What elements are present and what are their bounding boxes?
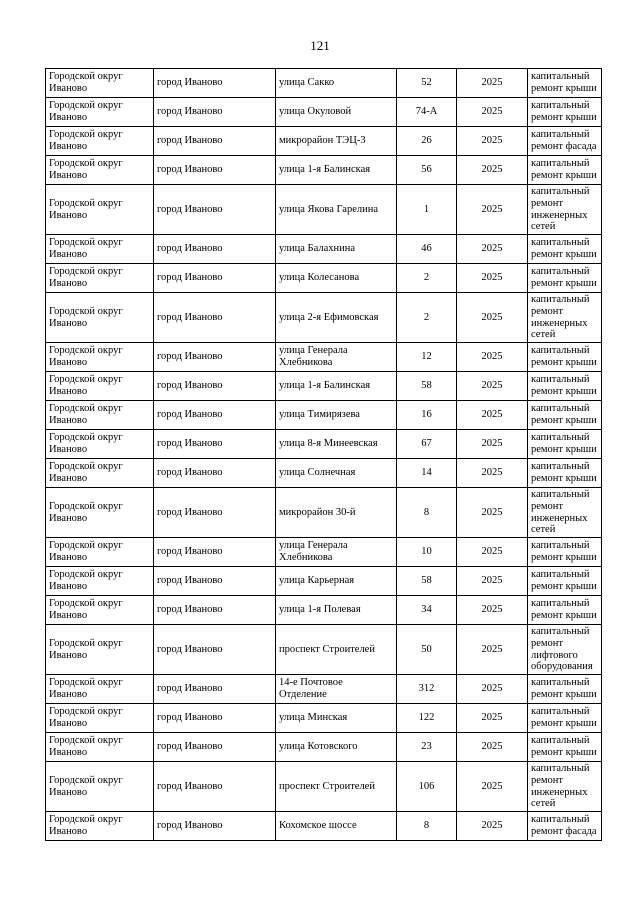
cell-work: капитальный ремонт инженерных сетей: [528, 762, 602, 812]
cell-year: 2025: [457, 488, 528, 538]
cell-city: город Иваново: [154, 98, 276, 127]
cell-city: город Иваново: [154, 625, 276, 675]
cell-city: город Иваново: [154, 185, 276, 235]
cell-work: капитальный ремонт крыши: [528, 156, 602, 185]
table-row: [46, 264, 602, 293]
cell-okrug: Городской округ Иваново: [46, 596, 154, 625]
cell-city: город Иваново: [154, 264, 276, 293]
table-row: [46, 596, 602, 625]
cell-work: капитальный ремонт крыши: [528, 704, 602, 733]
cell-work: капитальный ремонт крыши: [528, 69, 602, 98]
cell-house: 58: [397, 372, 457, 401]
cell-okrug: Городской округ Иваново: [46, 343, 154, 372]
cell-house: 50: [397, 625, 457, 675]
cell-city: город Иваново: [154, 762, 276, 812]
cell-city: город Иваново: [154, 401, 276, 430]
table-row: [46, 430, 602, 459]
cell-year: 2025: [457, 127, 528, 156]
cell-okrug: Городской округ Иваново: [46, 812, 154, 841]
cell-work: капитальный ремонт лифтового оборудования: [528, 625, 602, 675]
cell-house: 67: [397, 430, 457, 459]
cell-okrug: Городской округ Иваново: [46, 538, 154, 567]
table-row: [46, 762, 602, 812]
cell-work: капитальный ремонт инженерных сетей: [528, 293, 602, 343]
table-row: [46, 98, 602, 127]
cell-okrug: Городской округ Иваново: [46, 185, 154, 235]
cell-okrug: Городской округ Иваново: [46, 567, 154, 596]
cell-okrug: Городской округ Иваново: [46, 372, 154, 401]
cell-work: капитальный ремонт фасада: [528, 127, 602, 156]
cell-year: 2025: [457, 98, 528, 127]
cell-house: 58: [397, 567, 457, 596]
cell-house: 23: [397, 733, 457, 762]
cell-work: капитальный ремонт крыши: [528, 596, 602, 625]
cell-city: город Иваново: [154, 733, 276, 762]
cell-year: 2025: [457, 762, 528, 812]
cell-year: 2025: [457, 704, 528, 733]
cell-work: капитальный ремонт инженерных сетей: [528, 488, 602, 538]
cell-street: 14-е Почтовое Отделение: [276, 675, 397, 704]
cell-okrug: Городской округ Иваново: [46, 98, 154, 127]
cell-work: капитальный ремонт инженерных сетей: [528, 185, 602, 235]
cell-okrug: Городской округ Иваново: [46, 762, 154, 812]
cell-street: улица Карьерная: [276, 567, 397, 596]
table-row: [46, 343, 602, 372]
cell-street: улица Генерала Хлебникова: [276, 538, 397, 567]
table-row: [46, 812, 602, 841]
cell-year: 2025: [457, 372, 528, 401]
table-row: [46, 372, 602, 401]
cell-street: улица 1-я Полевая: [276, 596, 397, 625]
cell-street: улица Минская: [276, 704, 397, 733]
cell-city: город Иваново: [154, 235, 276, 264]
table-row: [46, 488, 602, 538]
cell-year: 2025: [457, 156, 528, 185]
table-row: [46, 704, 602, 733]
cell-house: 10: [397, 538, 457, 567]
table-row: [46, 69, 602, 98]
table-row: [46, 538, 602, 567]
cell-okrug: Городской округ Иваново: [46, 430, 154, 459]
cell-street: улица Солнечная: [276, 459, 397, 488]
table-row: [46, 567, 602, 596]
cell-okrug: Городской округ Иваново: [46, 264, 154, 293]
cell-work: капитальный ремонт крыши: [528, 567, 602, 596]
cell-work: капитальный ремонт фасада: [528, 812, 602, 841]
cell-house: 2: [397, 264, 457, 293]
cell-city: город Иваново: [154, 596, 276, 625]
cell-house: 14: [397, 459, 457, 488]
cell-work: капитальный ремонт крыши: [528, 98, 602, 127]
cell-city: город Иваново: [154, 488, 276, 538]
cell-year: 2025: [457, 343, 528, 372]
cell-city: город Иваново: [154, 343, 276, 372]
cell-street: улица Котовского: [276, 733, 397, 762]
cell-work: капитальный ремонт крыши: [528, 372, 602, 401]
cell-street: улица Окуловой: [276, 98, 397, 127]
cell-year: 2025: [457, 733, 528, 762]
cell-year: 2025: [457, 459, 528, 488]
cell-year: 2025: [457, 293, 528, 343]
cell-year: 2025: [457, 235, 528, 264]
cell-house: 8: [397, 488, 457, 538]
cell-okrug: Городской округ Иваново: [46, 625, 154, 675]
cell-house: 312: [397, 675, 457, 704]
cell-street: улица 1-я Балинская: [276, 372, 397, 401]
cell-city: город Иваново: [154, 127, 276, 156]
cell-house: 2: [397, 293, 457, 343]
cell-house: 46: [397, 235, 457, 264]
cell-year: 2025: [457, 567, 528, 596]
table-row: [46, 235, 602, 264]
cell-work: капитальный ремонт крыши: [528, 401, 602, 430]
cell-okrug: Городской округ Иваново: [46, 401, 154, 430]
cell-work: капитальный ремонт крыши: [528, 235, 602, 264]
cell-street: улица Балахнина: [276, 235, 397, 264]
cell-street: улица 8-я Минеевская: [276, 430, 397, 459]
cell-street: улица Якова Гарелина: [276, 185, 397, 235]
cell-street: улица Колесанова: [276, 264, 397, 293]
cell-year: 2025: [457, 69, 528, 98]
cell-street: Кохомское шоссе: [276, 812, 397, 841]
cell-street: микрорайон 30-й: [276, 488, 397, 538]
cell-year: 2025: [457, 185, 528, 235]
table-row: [46, 625, 602, 675]
cell-work: капитальный ремонт крыши: [528, 675, 602, 704]
cell-city: город Иваново: [154, 156, 276, 185]
cell-house: 52: [397, 69, 457, 98]
cell-okrug: Городской округ Иваново: [46, 156, 154, 185]
cell-year: 2025: [457, 625, 528, 675]
table-row: [46, 156, 602, 185]
cell-year: 2025: [457, 812, 528, 841]
cell-house: 74-А: [397, 98, 457, 127]
cell-okrug: Городской округ Иваново: [46, 675, 154, 704]
cell-house: 26: [397, 127, 457, 156]
cell-street: микрорайон ТЭЦ-3: [276, 127, 397, 156]
cell-street: улица Тимирязева: [276, 401, 397, 430]
cell-city: город Иваново: [154, 69, 276, 98]
cell-house: 56: [397, 156, 457, 185]
cell-city: город Иваново: [154, 567, 276, 596]
table-row: [46, 675, 602, 704]
cell-street: проспект Строителей: [276, 762, 397, 812]
table-row: [46, 459, 602, 488]
cell-city: город Иваново: [154, 704, 276, 733]
cell-city: город Иваново: [154, 372, 276, 401]
cell-okrug: Городской округ Иваново: [46, 733, 154, 762]
cell-city: город Иваново: [154, 812, 276, 841]
cell-work: капитальный ремонт крыши: [528, 459, 602, 488]
cell-street: проспект Строителей: [276, 625, 397, 675]
cell-city: город Иваново: [154, 430, 276, 459]
cell-house: 16: [397, 401, 457, 430]
cell-city: город Иваново: [154, 293, 276, 343]
cell-year: 2025: [457, 596, 528, 625]
cell-house: 122: [397, 704, 457, 733]
cell-street: улица Сакко: [276, 69, 397, 98]
cell-house: 34: [397, 596, 457, 625]
cell-okrug: Городской округ Иваново: [46, 488, 154, 538]
cell-house: 106: [397, 762, 457, 812]
page-number: 121: [310, 38, 330, 53]
cell-city: город Иваново: [154, 459, 276, 488]
cell-work: капитальный ремонт крыши: [528, 343, 602, 372]
cell-okrug: Городской округ Иваново: [46, 69, 154, 98]
cell-okrug: Городской округ Иваново: [46, 704, 154, 733]
cell-work: капитальный ремонт крыши: [528, 538, 602, 567]
table-row: [46, 185, 602, 235]
cell-year: 2025: [457, 675, 528, 704]
cell-house: 8: [397, 812, 457, 841]
cell-street: улица 2-я Ефимовская: [276, 293, 397, 343]
cell-year: 2025: [457, 430, 528, 459]
registry-table: [45, 68, 602, 841]
cell-house: 1: [397, 185, 457, 235]
cell-year: 2025: [457, 401, 528, 430]
table-row: [46, 401, 602, 430]
table-body: [46, 69, 602, 841]
cell-year: 2025: [457, 538, 528, 567]
cell-street: улица Генерала Хлебникова: [276, 343, 397, 372]
cell-work: капитальный ремонт крыши: [528, 733, 602, 762]
cell-city: город Иваново: [154, 675, 276, 704]
cell-work: капитальный ремонт крыши: [528, 430, 602, 459]
table-row: [46, 127, 602, 156]
cell-okrug: Городской округ Иваново: [46, 235, 154, 264]
cell-okrug: Городской округ Иваново: [46, 293, 154, 343]
cell-house: 12: [397, 343, 457, 372]
table-row: [46, 733, 602, 762]
table-row: [46, 293, 602, 343]
cell-okrug: Городской округ Иваново: [46, 127, 154, 156]
cell-street: улица 1-я Балинская: [276, 156, 397, 185]
cell-okrug: Городской округ Иваново: [46, 459, 154, 488]
cell-city: город Иваново: [154, 538, 276, 567]
cell-year: 2025: [457, 264, 528, 293]
cell-work: капитальный ремонт крыши: [528, 264, 602, 293]
